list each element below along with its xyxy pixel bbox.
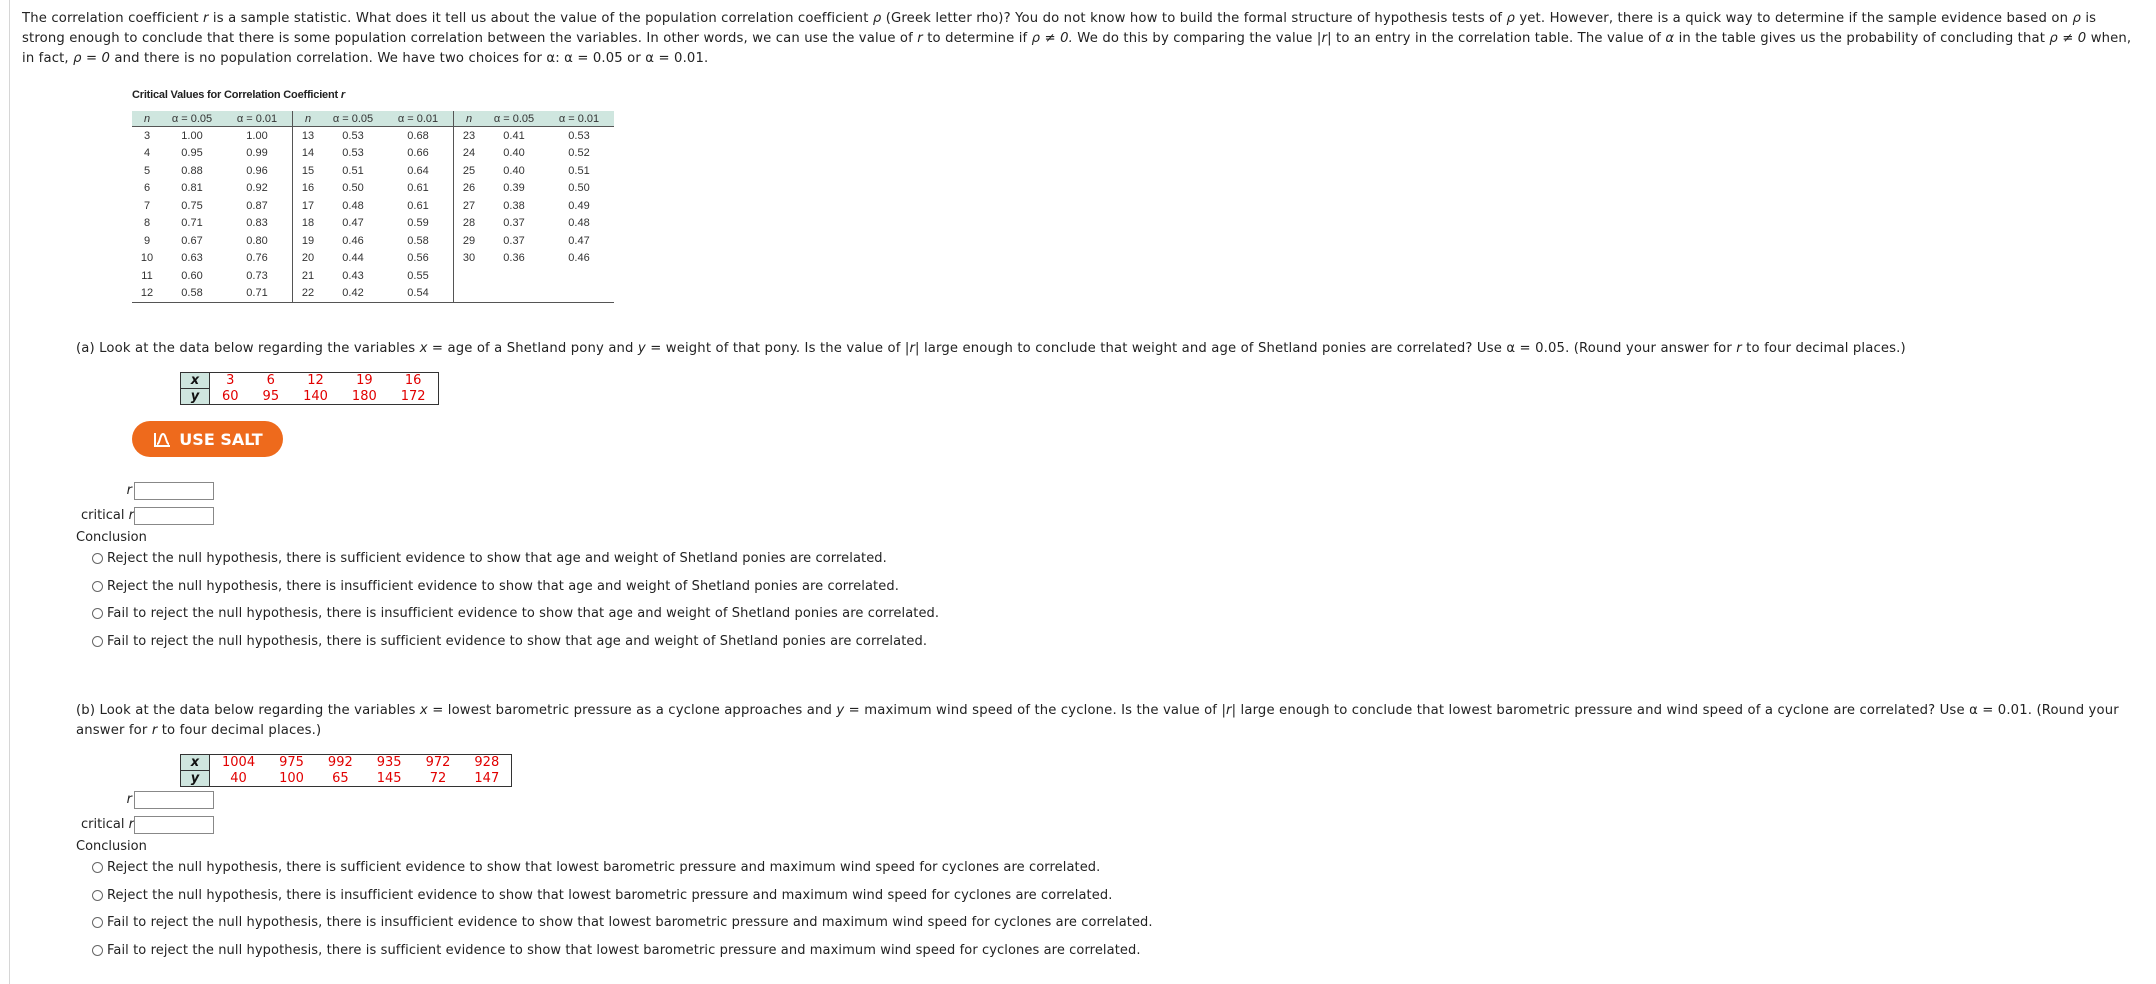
critical-table-row [132,215,614,233]
r-label: r [126,483,132,498]
radio-button[interactable] [92,945,103,956]
critical-table-value: 0.68 [383,127,454,145]
conclusion-option-3[interactable] [92,915,1153,930]
y-value: 140 [303,388,328,404]
critical-table-value: 0.44 [342,252,364,265]
sym-rho: ρ [2072,11,2081,26]
critical-table-value: 0.56 [383,250,454,268]
intro-text: to determine if [922,31,1032,46]
critical-table-value: 0.48 [568,217,590,230]
conclusion-option-label: Fail to reject the null hypothesis, there is insufficient evidence to show that age and weight of Shetland ponies are correlated. [107,606,940,622]
critical-table-row [132,127,614,145]
y-value: 172 [400,388,426,404]
critical-table-row [132,285,614,303]
critical-table-value: 0.95 [181,147,203,160]
critical-table-value [544,285,614,303]
radio-button[interactable] [92,636,103,647]
critical-table-value: 0.47 [342,217,364,230]
critical-table-value: 0.53 [568,129,590,142]
critical-table-value: 1.00 [222,127,293,145]
critical-table-value: 0.50 [568,182,590,195]
critical-table-value: 0.73 [222,267,293,285]
critical-table-row [132,197,614,215]
critical-table-value: 0.46 [342,234,364,247]
x-value: 975 [279,755,304,771]
conclusion-option-label: Reject the null hypothesis, there is sufficient evidence to show that lowest barometric pressure and maximum wind speed for cyclones are correlated. [107,860,1101,875]
critical-table-n: 21 [301,269,315,282]
critical-table-n: 15 [301,164,315,177]
x-value: 16 [404,373,422,389]
x-value: 19 [356,373,373,389]
critical-table-n: 22 [293,285,324,303]
salt-icon [152,430,172,448]
x-row [181,373,439,389]
critical-table-header: n α = 0.05 α = 0.01 n α = 0.05 α = 0.01 n α = 0.05 α = 0.01 [132,111,614,127]
y-value: 40 [230,770,247,786]
sym-rho: ρ [872,11,882,26]
critical-table-value: 0.48 [342,199,364,212]
critical-table-n: 20 [301,252,315,265]
y-value: 147 [474,770,500,786]
conclusion-option-1[interactable] [92,860,1100,875]
critical-table-value: 0.88 [181,164,203,177]
y-value: 65 [332,770,349,786]
sym-r: r [203,11,209,26]
critical-table-value: 0.76 [222,250,293,268]
rho-neq-zero: ρ ≠ 0 [2049,31,2087,46]
critical-table-n: 23 [462,129,476,142]
critical-table-n: 27 [462,199,476,212]
y-value: 145 [376,770,402,786]
y-label: y [181,389,210,405]
critical-table-n [454,267,485,285]
critical-table-value: 0.52 [568,147,590,160]
critical-table-value: 0.38 [503,199,525,212]
critical-table-n: 19 [301,234,315,247]
conclusion-option-2[interactable] [92,888,1112,903]
part-b-r-input[interactable] [134,791,214,809]
x-value: 3 [226,373,235,389]
y-value: 72 [429,770,447,786]
y-value: 100 [279,770,304,786]
conclusion-option-3[interactable] [92,606,939,621]
part-a-r-input[interactable] [134,482,214,500]
critical-table-value: 0.53 [342,129,364,142]
radio-button[interactable] [92,553,103,564]
critical-table-value: 0.71 [181,217,203,230]
intro-text: to an entry in the correlation table. The value of [1331,31,1666,46]
use-salt-label: USE SALT [179,429,263,449]
critical-table-value: 0.66 [383,145,454,163]
radio-button[interactable] [92,917,103,928]
critical-table-n: 14 [301,147,315,160]
y-value: 60 [222,388,239,404]
critical-table-row [132,162,614,180]
conclusion-option-4[interactable] [92,943,1141,958]
critical-table-value: 0.83 [222,215,293,233]
critical-table-value: 0.51 [342,164,364,177]
critical-table-n: 26 [462,182,476,195]
part-b-conclusion-label: Conclusion [76,839,147,854]
critical-table-n: 28 [462,217,476,230]
x-value: 12 [307,373,324,389]
critical-table-value: 0.40 [503,147,525,160]
conclusion-option-2[interactable] [92,579,899,594]
critical-values-table [132,89,614,303]
use-salt-button[interactable] [132,421,283,457]
conclusion-option-label: Reject the null hypothesis, there is insufficient evidence to show that age and weight of Shetland ponies are correlated. [107,578,899,594]
y-label: y [181,771,210,787]
critical-table-value: 0.36 [503,252,525,265]
critical-table-value: 0.99 [222,145,293,163]
critical-table-n: 16 [301,182,315,195]
y-value: 180 [351,388,377,404]
critical-table [132,111,614,303]
critical-table-value: 0.96 [222,162,293,180]
x-value: 928 [474,755,500,771]
critical-table-n: 24 [462,147,476,160]
x-value: 935 [376,755,402,771]
critical-table-value: 0.67 [181,234,203,247]
x-value: 6 [266,373,275,389]
critical-table-value: 1.00 [181,129,203,142]
critical-table-value: 0.55 [383,267,454,285]
critical-table-n: 4 [143,147,151,160]
critical-table-value: 0.59 [383,215,454,233]
intro-text: and there is no population correlation. We have two choices for [110,51,547,66]
critical-table-value: 0.60 [181,269,203,282]
sym-r: r [917,31,923,46]
critical-table-value: 0.61 [383,180,454,198]
critical-table-value: 0.49 [568,199,590,212]
critical-table-n: 13 [301,129,315,142]
critical-table-n: 29 [462,234,476,247]
radio-button[interactable] [92,862,103,873]
critical-r-label: critical r [80,508,134,523]
critical-r-label: critical r [80,817,134,832]
part-b-data-table [180,754,512,787]
x-label: x [181,755,210,771]
critical-table-n: 7 [143,199,151,212]
critical-table-value: 0.81 [181,182,203,195]
critical-table-value [484,285,544,303]
intro-text: (Greek letter rho)? You do not know how to build the formal structure of hypothesis tests of [881,11,1507,26]
critical-table-value: 0.39 [503,182,525,195]
intro-text: is a sample statistic. What does it tell us about the value of the population correlation coefficient [208,11,873,26]
critical-table-value: 0.63 [181,252,203,265]
x-label: x [181,373,210,389]
critical-table-value: 0.71 [222,285,293,303]
alpha-choices: α: α = 0.05 or α = 0.01. [546,51,709,66]
critical-table-value [544,267,614,285]
radio-button[interactable] [92,581,103,592]
y-row [181,389,439,405]
sym-rho: ρ [1506,11,1515,26]
critical-table-value: 0.87 [222,197,293,215]
part-a-question: (a) Look at the data below regarding the variables x = age of a Shetland pony and y = weight of that pony. Is the value of |r| large enough to conclude that weight and age of Shetland ponies are correlated? Use α = 0.05. (Round your answer for r to four decimal places.) [76,341,1906,356]
conclusion-option-label: Reject the null hypothesis, there is insufficient evidence to show that lowest barometric pressure and maximum wind speed for cyclones are correlated. [107,887,1113,903]
rho-neq-zero: ρ ≠ 0. [1031,31,1073,46]
critical-table-n: 8 [143,217,151,230]
critical-table-value: 0.75 [181,199,203,212]
critical-table-n: 10 [140,252,154,265]
critical-table-row [132,250,614,268]
part-a-data-table [180,372,439,405]
critical-table-value: 0.50 [342,182,364,195]
critical-table-row [132,180,614,198]
critical-table-value: 0.61 [383,197,454,215]
critical-table-n: 11 [141,269,153,282]
critical-table-value: 0.58 [162,285,222,303]
intro-text: yet. However, there is a quick way to determine if the sample evidence based on [1515,11,2073,26]
abs-r: |r| [1316,31,1332,46]
critical-table-n: 18 [301,217,315,230]
critical-table-value: 0.80 [222,232,293,250]
critical-table-n: 12 [132,285,162,303]
critical-table-n: 3 [143,129,151,142]
critical-table-row [132,145,614,163]
x-value: 972 [425,755,451,771]
critical-table-value: 0.53 [342,147,364,160]
sym-alpha: α [1665,31,1675,46]
conclusion-option-label: Fail to reject the null hypothesis, there is sufficient evidence to show that lowest barometric pressure and maximum wind speed for cyclones are correlated. [107,943,1141,959]
x-value: 992 [327,755,353,771]
part-a-conclusion-label: Conclusion [76,530,147,545]
critical-table-value: 0.64 [383,162,454,180]
critical-table-value [484,267,544,285]
critical-table-n: 5 [143,164,151,177]
conclusion-option-label: Fail to reject the null hypothesis, there is sufficient evidence to show that age and weight of Shetland ponies are correlated. [107,634,928,650]
critical-table-n: 25 [462,164,476,177]
critical-table-row [132,232,614,250]
critical-table-n [454,285,485,303]
r-label: r [126,792,132,807]
critical-table-n: 30 [462,252,476,265]
critical-table-n: 9 [143,234,151,247]
critical-table-value: 0.58 [383,232,454,250]
critical-table-value: 0.43 [342,269,364,282]
critical-table-value: 0.54 [383,285,454,303]
critical-table-row [132,267,614,285]
radio-button[interactable] [92,890,103,901]
y-value: 95 [262,388,280,404]
critical-table-value: 0.92 [222,180,293,198]
part-b-critical-r-input[interactable] [134,816,214,834]
radio-button[interactable] [92,608,103,619]
part-a-critical-r-input[interactable] [134,507,214,525]
intro-paragraph [22,9,2142,69]
conclusion-option-1[interactable] [92,551,887,566]
intro-text: in the table gives us the probability of concluding that [1674,31,2050,46]
intro-text: is strong enough to conclude that there is some population correlation between the variables. In other words, we can use the value of [22,11,2097,46]
intro-text: We do this by comparing the value [1072,31,1317,46]
conclusion-option-4[interactable] [92,634,927,649]
x-row [181,755,512,771]
x-value: 1004 [222,755,256,771]
critical-table-value: 0.41 [503,129,525,142]
rho-eq-zero: ρ = 0 [73,51,111,66]
critical-table-value: 0.47 [568,234,590,247]
critical-table-value: 0.37 [503,217,525,230]
critical-table-value: 0.37 [503,234,525,247]
part-b-question: (b) Look at the data below regarding the variables x = lowest barometric pressure as a cyclone approaches and y = maximum wind speed of the cyclone. Is the value of |r| large enough to conclude that lowest barometric pressure and wind speed of a cyclone are correlated? Use α = 0.01. (Round your answer for r to four decimal places.) [76,703,2119,738]
critical-table-value: 0.42 [323,285,383,303]
y-row [181,771,512,787]
conclusion-option-label: Reject the null hypothesis, there is sufficient evidence to show that age and weight of Shetland ponies are correlated. [107,551,887,566]
critical-table-title: Critical Values for Correlation Coefficient r [132,89,345,101]
intro-text: when, in fact, [22,31,2132,66]
critical-table-value: 0.40 [503,164,525,177]
critical-table-n: 17 [301,199,315,212]
critical-table-n: 6 [143,182,151,195]
critical-table-value: 0.51 [568,164,590,177]
conclusion-option-label: Fail to reject the null hypothesis, there is insufficient evidence to show that lowest barometric pressure and maximum wind speed for cyclones are correlated. [107,915,1153,931]
intro-text: The correlation coefficient [22,11,204,26]
critical-table-value: 0.46 [568,252,590,265]
